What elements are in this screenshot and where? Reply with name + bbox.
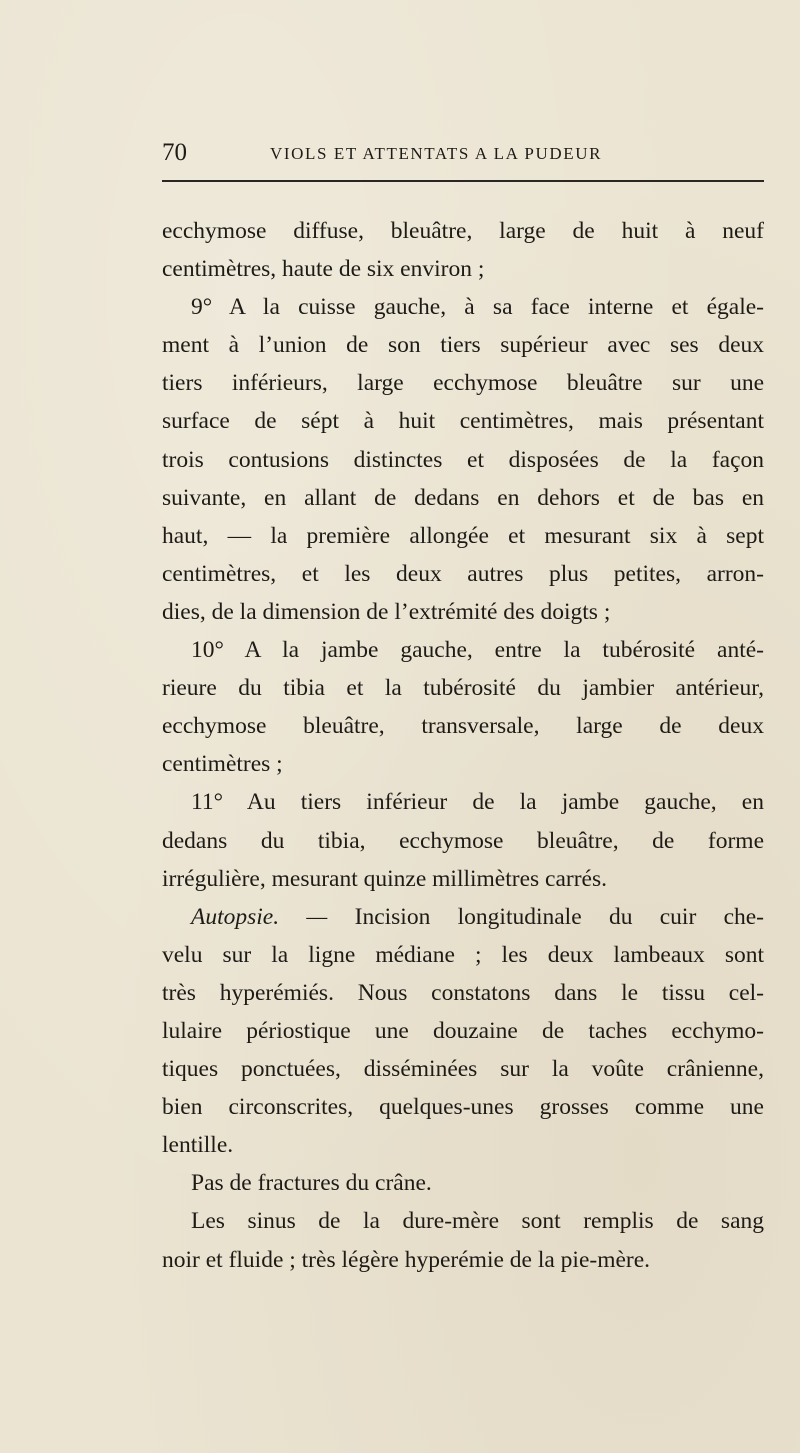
text-line: trois contusions distinctes et disposées de la façon [162,446,764,473]
text-line: Les sinus de la dure-mère sont remplis de sang [191,1208,764,1235]
text-line: ment à l’union de son tiers supérieur avec ses deux [162,332,764,359]
autopsie-label: Autopsie. — [191,903,328,930]
text-span: Incision longitudinale du cuir che- [354,903,764,930]
running-head: VIOLS ET ATTENTATS A LA PUDEUR [270,144,603,163]
text-line: noir et fluide ; très légère hyperémie de la pie-mère. [162,1246,651,1273]
text-line: ecchymose diffuse, bleuâtre, large de huit à neuf [162,218,764,244]
text-line: bien circonscrites, quelques-unes grosses comme une [162,1094,764,1121]
body-text [162,212,764,1279]
header-rule [162,180,764,182]
text-line: lulaire périostique une douzaine de taches ecchymo- [162,1017,764,1044]
text-line: 11° Au tiers inférieur de la jambe gauche, en [191,789,764,816]
page-number: 70 [162,139,187,166]
text-line: velu sur la ligne médiane ; les deux lambeaux sont [162,941,764,968]
text-line [162,898,764,936]
text-line: suivante, en allant de dedans en dehors et de bas en [162,484,764,511]
text-line: centimètres, et les deux autres plus petites, arron- [162,560,764,587]
text-line: dedans du tibia, ecchymose bleuâtre, de forme [162,827,764,854]
text-line: lentille. [162,1132,234,1159]
text-line: centimètres, haute de six environ ; [162,256,485,283]
text-line: tiers inférieurs, large ecchymose bleuâtre sur une [162,370,764,397]
text-line: dies, de la dimension de l’extrémité des doigts ; [162,598,611,625]
text-line: haut, — la première allongée et mesurant six à sept [162,522,764,549]
text-line: 10° A la jambe gauche, entre la tubérosité anté- [191,637,764,664]
text-line: très hyperémiés. Nous constatons dans le tissu cel- [162,979,764,1006]
text-line: tiques ponctuées, disséminées sur la voûte crânienne, [162,1056,764,1083]
text-line: 9° A la cuisse gauche, à sa face interne et égale- [191,294,764,321]
page-header [162,138,764,168]
text-line: surface de sépt à huit centimètres, mais présentant [162,408,764,435]
text-line: centimètres ; [162,751,283,778]
text-line: rieure du tibia et la tubérosité du jambier antérieur, [162,675,764,702]
text-line: ecchymose bleuâtre, transversale, large de deux [162,713,764,740]
text-line: irrégulière, mesurant quinze millimètres carrés. [162,865,608,892]
text-line: Pas de fractures du crâne. [191,1170,432,1197]
